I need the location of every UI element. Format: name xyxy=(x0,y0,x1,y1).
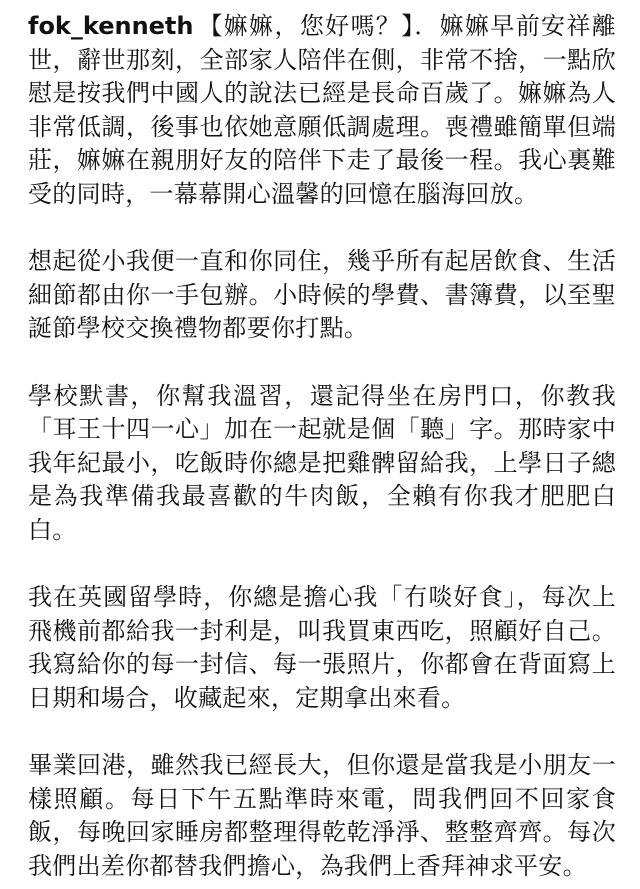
caption-paragraph-5: 畢業回港，雖然我已經長大，但你還是當我是小朋友一樣照顧。每日下午五點準時來電，問我們回不回家食飯，每晚回家睡房都整理得乾乾淨淨、整整齊齊。每次我們出差你都替我們擔心，為我們上香拜神求平安。 xyxy=(28,751,616,880)
paragraph-text: 【嫲嫲，您好嗎？】．嫲嫲早前安祥離世，辭世那刻，全部家人陪伴在側，非常不捨，一點欣慰是按我們中國人的說法已經是長命百歲了。嫲嫲為人非常低調，後事也依她意願低調處理。喪禮雖簡單但端莊，嫲嫲在親朋好友的陪伴下走了最後一程。我心裏難受的同時，一幕幕開心溫馨的回憶在腦海回放。 xyxy=(28,12,616,208)
username[interactable]: fok_kenneth xyxy=(28,12,194,40)
caption-paragraph-4: 我在英國留學時，你總是擔心我「冇啖好食」，每次上飛機前都給我一封利是，叫我買東西吃，照顧好自己。我寫給你的每一封信、每一張照片，你都會在背面寫上日期和場合，收藏起來，定期拿出來看。 xyxy=(28,583,616,712)
caption-paragraph-3: 學校默書，你幫我溫習，還記得坐在房門口，你教我「耳王十四一心」加在一起就是個「聽」字。那時家中我年紀最小，吃飯時你總是把雞髀留給我，上學日子總是為我準備我最喜歡的牛肉飯，全賴有你我才肥肥白白。 xyxy=(28,381,616,544)
caption-paragraph-2: 想起從小我便一直和你同住，幾乎所有起居飲食、生活細節都由你一手包辦。小時候的學費、書簿費，以至聖誕節學校交換禮物都要你打點。 xyxy=(28,247,616,342)
caption-paragraph-1 xyxy=(28,10,616,211)
